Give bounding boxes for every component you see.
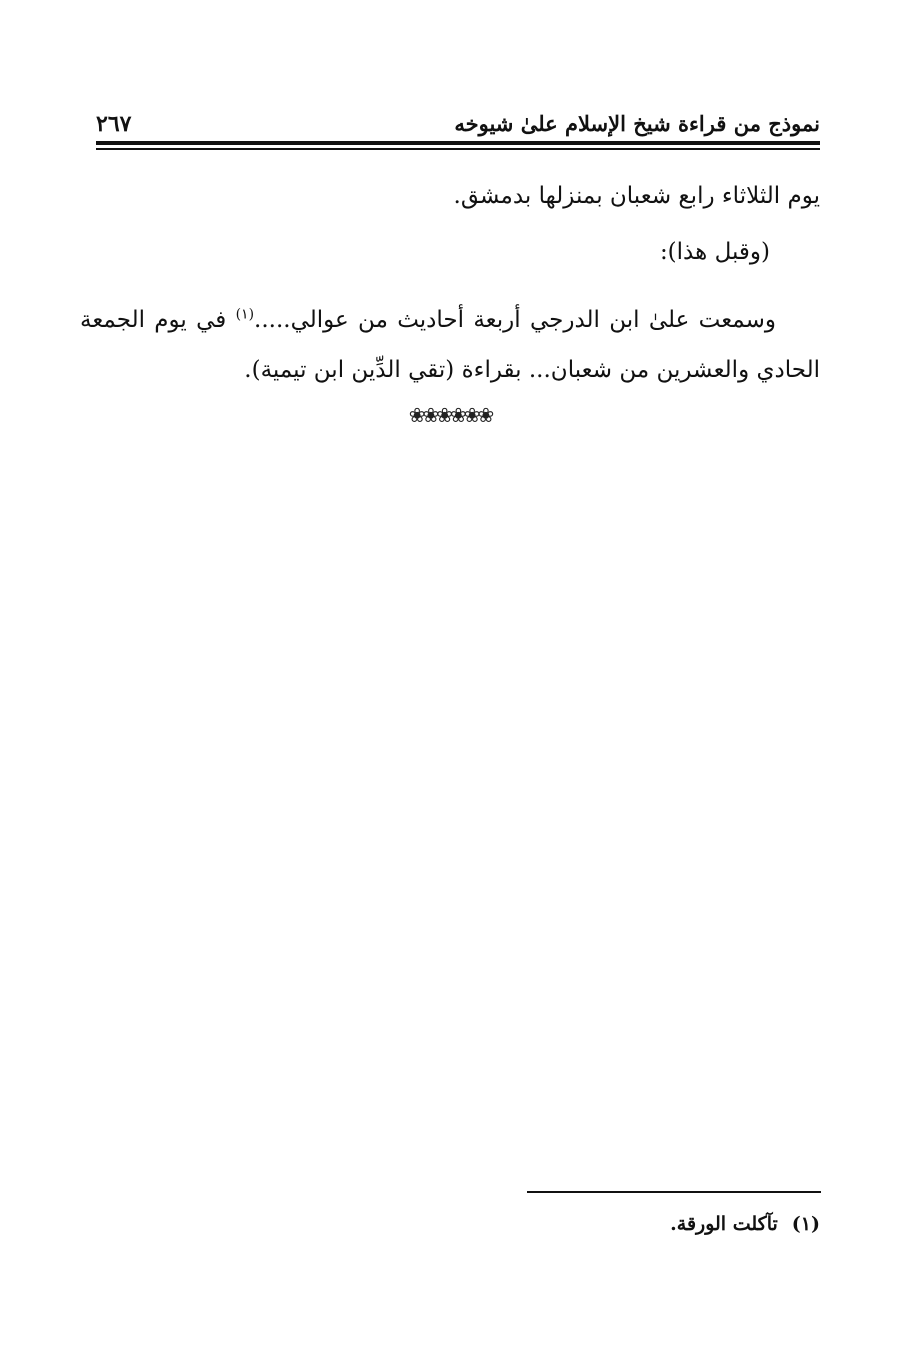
footnote-item — [80, 1208, 820, 1240]
running-header-title: نموذج من قراءة شيخ الإسلام علىٰ شيوخه — [454, 111, 820, 136]
paragraph-text-part-2: في يوم الجمعة الحادي والعشرين من شعبان... بقراءة (تقي الدِّين ابن تيمية). — [80, 307, 820, 383]
paragraph-text-part-1: وسمعت علىٰ ابن الدرجي أربعة أحاديث من عوالي..... — [254, 307, 776, 333]
footnote-reference: (١) — [235, 306, 255, 323]
footnote-text: تآكلت الورقة. — [670, 1213, 778, 1235]
footnote-separator — [527, 1191, 821, 1193]
header-rule-thin — [96, 148, 820, 150]
running-header — [96, 108, 820, 140]
section-end-ornament: ❀❀❀❀❀❀ — [408, 403, 492, 427]
header-rule-thick — [96, 141, 820, 145]
page-number: ٢٦٧ — [96, 111, 132, 137]
footnote-marker: (١) — [791, 1213, 820, 1235]
body-line-1: يوم الثلاثاء رابع شعبان بمنزلها بدمشق. — [453, 183, 820, 209]
body-line-2: (وقبل هذا): — [659, 239, 770, 265]
body-paragraph — [80, 295, 820, 395]
